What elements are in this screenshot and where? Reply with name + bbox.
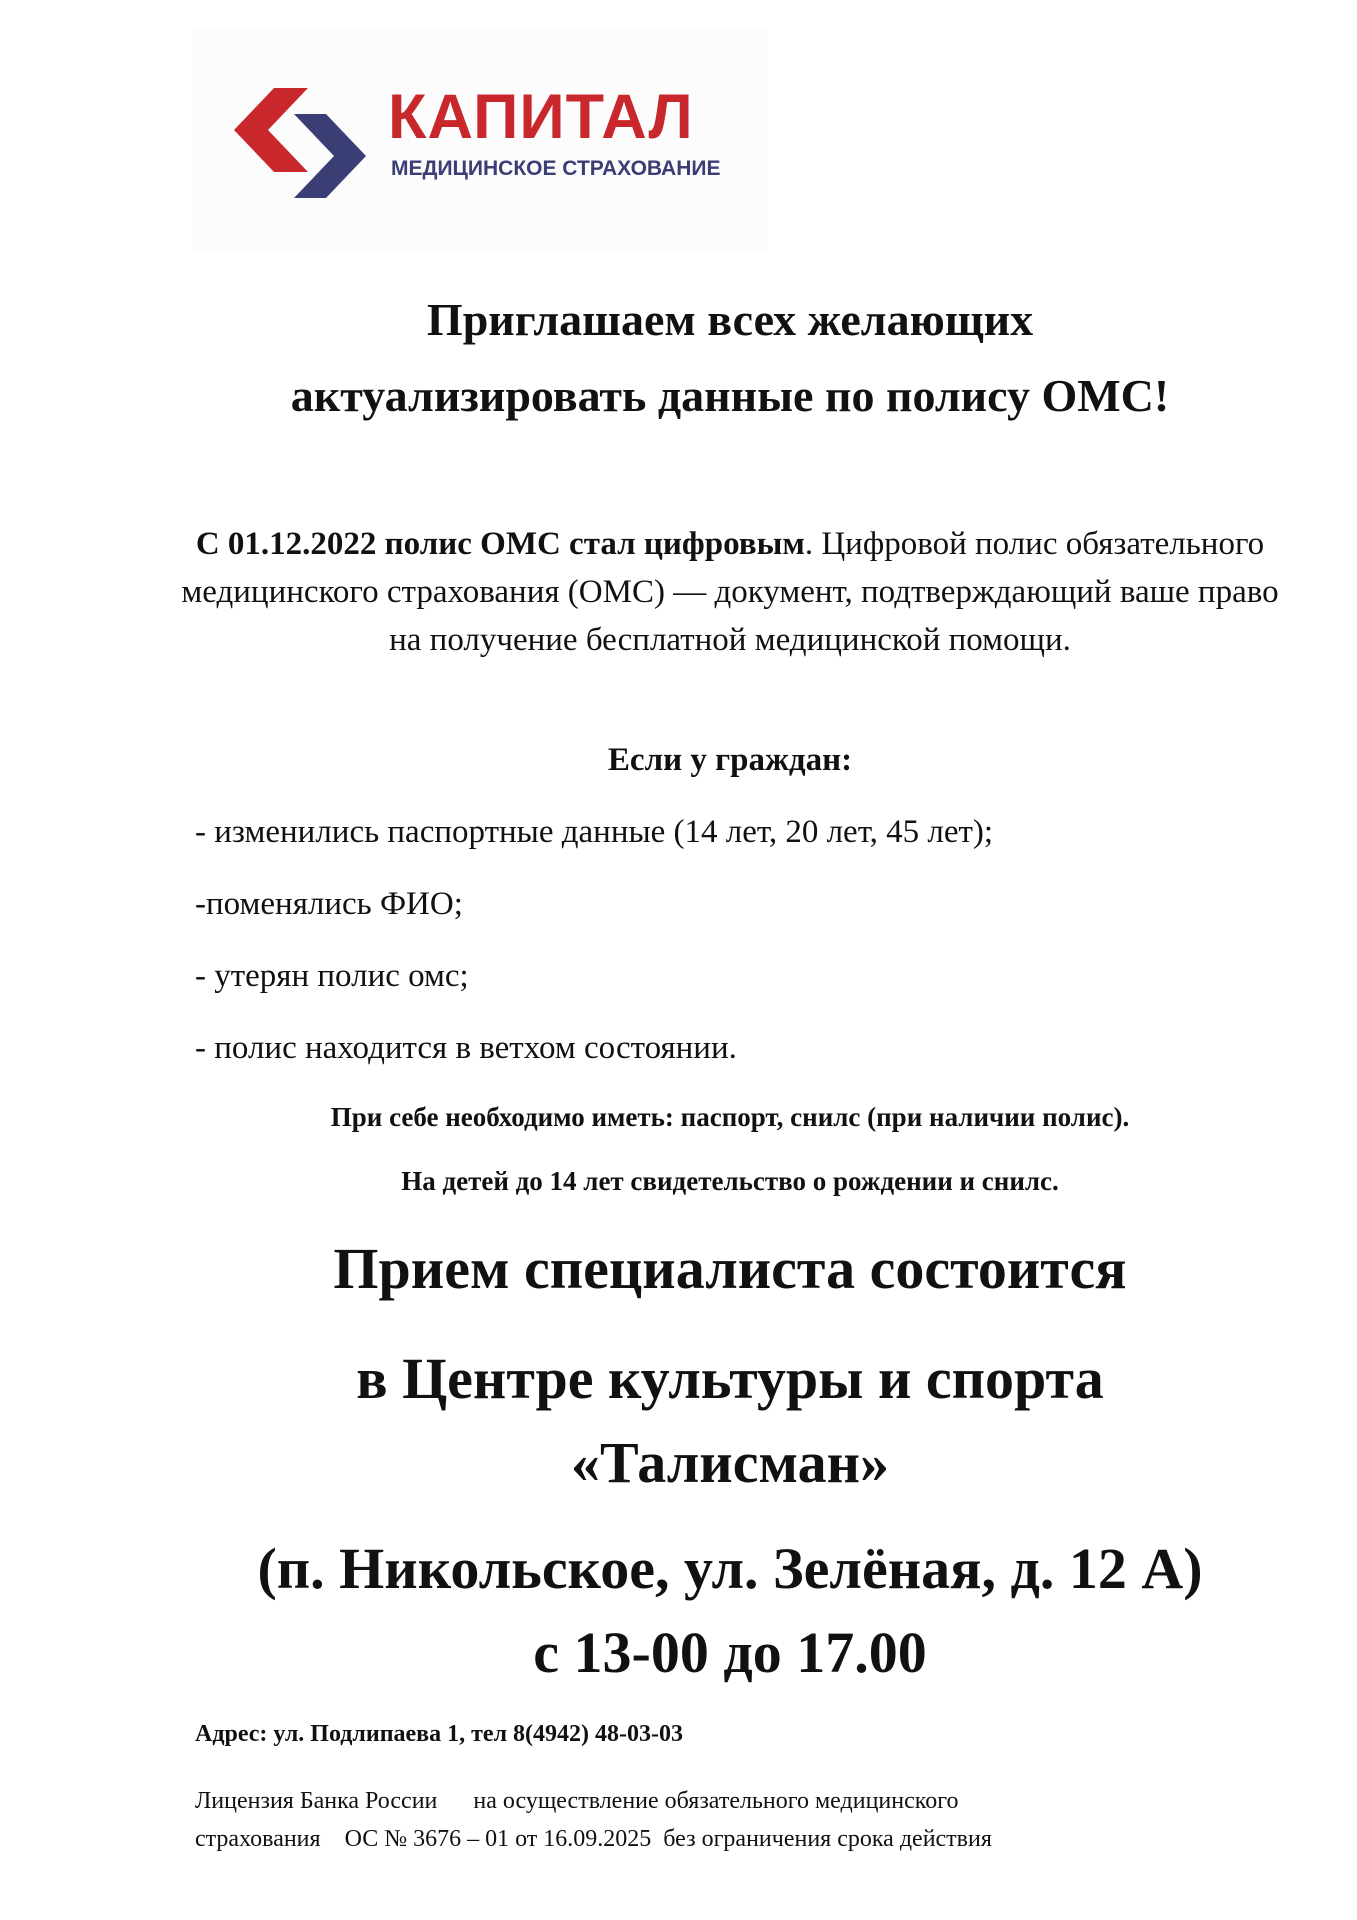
condition-item: - полис находится в ветхом состоянии. <box>195 1030 737 1066</box>
intro-text: . Цифровой полис обязательного медицинского страхования (ОМС) — документ, подтверждающий ваше право на получение бесплатной медицинской помощи. <box>181 526 1279 658</box>
logo-chevrons-icon <box>222 80 372 200</box>
documents-children: На детей до 14 лет свидетельство о рождении и снилс. <box>401 1166 1059 1196</box>
documents-adults: При себе необходимо иметь: паспорт, снилс (при наличии полис). <box>330 1102 1130 1132</box>
headline-line-2: актуализировать данные по полису ОМС! <box>290 370 1170 421</box>
headline-line-1: Приглашаем всех желающих <box>426 294 1034 345</box>
reception-line-1: Прием специалиста состоится <box>333 1236 1127 1301</box>
intro-paragraph <box>180 520 1280 664</box>
footer-license <box>195 1782 992 1858</box>
condition-item: -поменялись ФИО; <box>195 886 463 922</box>
condition-item: - утерян полис омс; <box>195 958 469 994</box>
license-line-1: Лицензия Банка России на осуществление обязательного медицинского <box>195 1788 959 1814</box>
reception-line-2: в Центре культуры и спорта <box>356 1346 1104 1411</box>
logo-name: КАПИТАЛ <box>388 82 694 152</box>
reception-address: (п. Никольское, ул. Зелёная, д. 12 А) <box>257 1536 1203 1601</box>
conditions-heading: Если у граждан: <box>607 742 853 778</box>
reception-time: с 13-00 до 17.00 <box>533 1620 927 1685</box>
intro-bold: С 01.12.2022 полис ОМС стал цифровым <box>195 526 805 562</box>
reception-venue: «Талисман» <box>571 1430 889 1495</box>
logo-tagline: МЕДИЦИНСКОЕ СТРАХОВАНИЕ <box>391 157 721 180</box>
company-logo <box>192 28 768 252</box>
condition-item: - изменились паспортные данные (14 лет, 20 лет, 45 лет); <box>195 814 994 850</box>
footer-address: Адрес: ул. Подлипаева 1, тел 8(4942) 48-03-03 <box>195 1721 684 1747</box>
license-line-2: страхования ОС № 3676 – 01 от 16.09.2025 без ограничения срока действия <box>195 1826 992 1852</box>
